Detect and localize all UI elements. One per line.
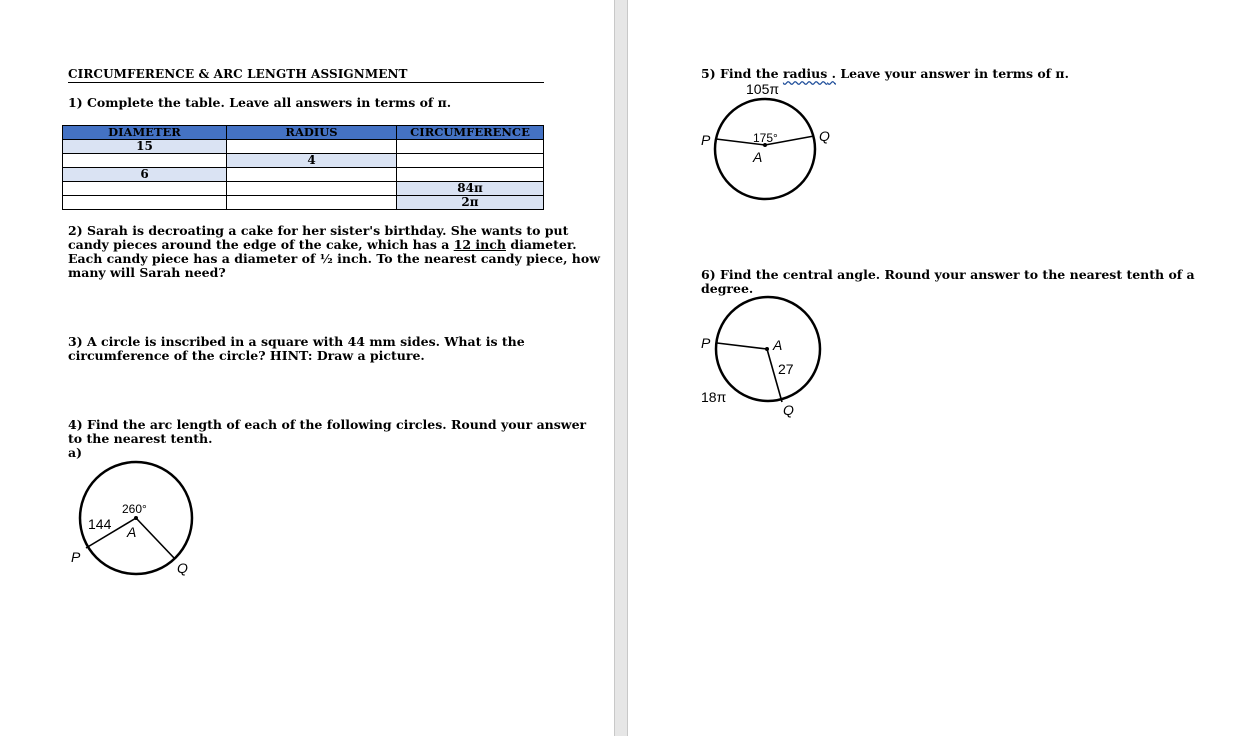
radius-line-p — [717, 343, 767, 349]
table-cell[interactable]: 15 — [63, 140, 227, 154]
circle-diagram-q6 — [696, 292, 836, 422]
page-gap — [614, 0, 628, 736]
point-p-label: P — [71, 549, 81, 565]
point-p-label: P — [701, 335, 711, 351]
table-header-row — [63, 126, 544, 140]
table-cell[interactable] — [227, 182, 397, 196]
table-cell[interactable] — [227, 196, 397, 210]
question-2-text: candy pieces around the edge of the cake, which has a — [68, 237, 454, 252]
question-4 — [68, 418, 586, 460]
point-q-label: Q — [783, 402, 794, 418]
center-label: A — [753, 149, 763, 165]
arc-label: 18π — [701, 389, 727, 405]
header-diameter: DIAMETER — [63, 126, 227, 140]
point-q-label: Q — [819, 128, 830, 144]
table-cell[interactable]: 4 — [227, 154, 397, 168]
circle-diagram-q5 — [696, 78, 836, 208]
table-cell[interactable] — [63, 196, 227, 210]
table-cell[interactable] — [227, 168, 397, 182]
q1-table — [62, 125, 544, 210]
table-row — [63, 168, 544, 182]
arc-label: 105π — [746, 81, 780, 97]
radius-label: 27 — [778, 361, 794, 377]
table-cell[interactable]: 6 — [63, 168, 227, 182]
table-cell[interactable] — [63, 154, 227, 168]
table-cell[interactable] — [397, 168, 544, 182]
question-3-line: circumference of the circle? HINT: Draw a picture. — [68, 348, 425, 363]
radius-line-q — [136, 518, 175, 559]
table-row — [63, 154, 544, 168]
question-6-line: degree. — [701, 281, 754, 296]
radius-label: 144 — [88, 516, 112, 532]
question-2 — [68, 224, 600, 280]
point-p-label: P — [701, 132, 711, 148]
center-point — [765, 347, 769, 351]
assignment-title: CIRCUMFERENCE & ARC LENGTH ASSIGNMENT — [68, 67, 544, 83]
question-4-line: 4) Find the arc length of each of the following circles. Round your answer — [68, 417, 587, 432]
header-circumference: CIRCUMFERENCE — [397, 126, 544, 140]
circle-diagram-q4 — [66, 455, 206, 585]
question-4-line: to the nearest tenth. — [68, 431, 213, 446]
question-3 — [68, 335, 525, 363]
header-radius: RADIUS — [227, 126, 397, 140]
radius-word-after: . — [827, 66, 836, 81]
table-row — [63, 196, 544, 210]
center-label: A — [773, 337, 783, 353]
table-cell[interactable] — [227, 140, 397, 154]
table-cell[interactable]: 84π — [397, 182, 544, 196]
question-6-line: 6) Find the central angle. Round your answer to the nearest tenth of a — [701, 267, 1195, 282]
question-4-part: a) — [68, 445, 83, 460]
question-3-line: 3) A circle is inscribed in a square with 44 mm sides. What is the — [68, 334, 525, 349]
question-2-line: 2) Sarah is decroating a cake for her sister's birthday. She wants to put — [68, 223, 569, 238]
question-5-text: Leave your answer in terms of π. — [835, 66, 1069, 81]
table-cell[interactable]: 2π — [397, 196, 544, 210]
angle-label: 260° — [122, 502, 147, 516]
radius-word-text: radius — [782, 66, 828, 81]
circle — [715, 99, 815, 199]
angle-label: 175° — [753, 131, 778, 145]
table-row — [63, 140, 544, 154]
document-page-left — [0, 0, 614, 736]
point-q-label: Q — [177, 560, 188, 576]
center-point — [134, 516, 138, 520]
question-2-line: Each candy piece has a diameter of ½ inch. To the nearest candy piece, how — [68, 251, 600, 266]
cake-diameter: 12 inch — [453, 237, 506, 252]
table-row — [63, 182, 544, 196]
center-label: A — [127, 524, 137, 540]
question-2-text: diameter. — [505, 237, 577, 252]
question-5-prefix: 5) Find the — [701, 66, 783, 81]
question-2-line: many will Sarah need? — [68, 265, 226, 280]
table-cell[interactable] — [63, 182, 227, 196]
table-cell[interactable] — [397, 154, 544, 168]
question-2-line — [68, 238, 600, 252]
question-1 — [68, 96, 451, 110]
question-1-prefix: 1) — [68, 95, 83, 110]
question-1-text: Complete the table. Leave all answers in terms of π. — [86, 95, 452, 110]
table-cell[interactable] — [397, 140, 544, 154]
